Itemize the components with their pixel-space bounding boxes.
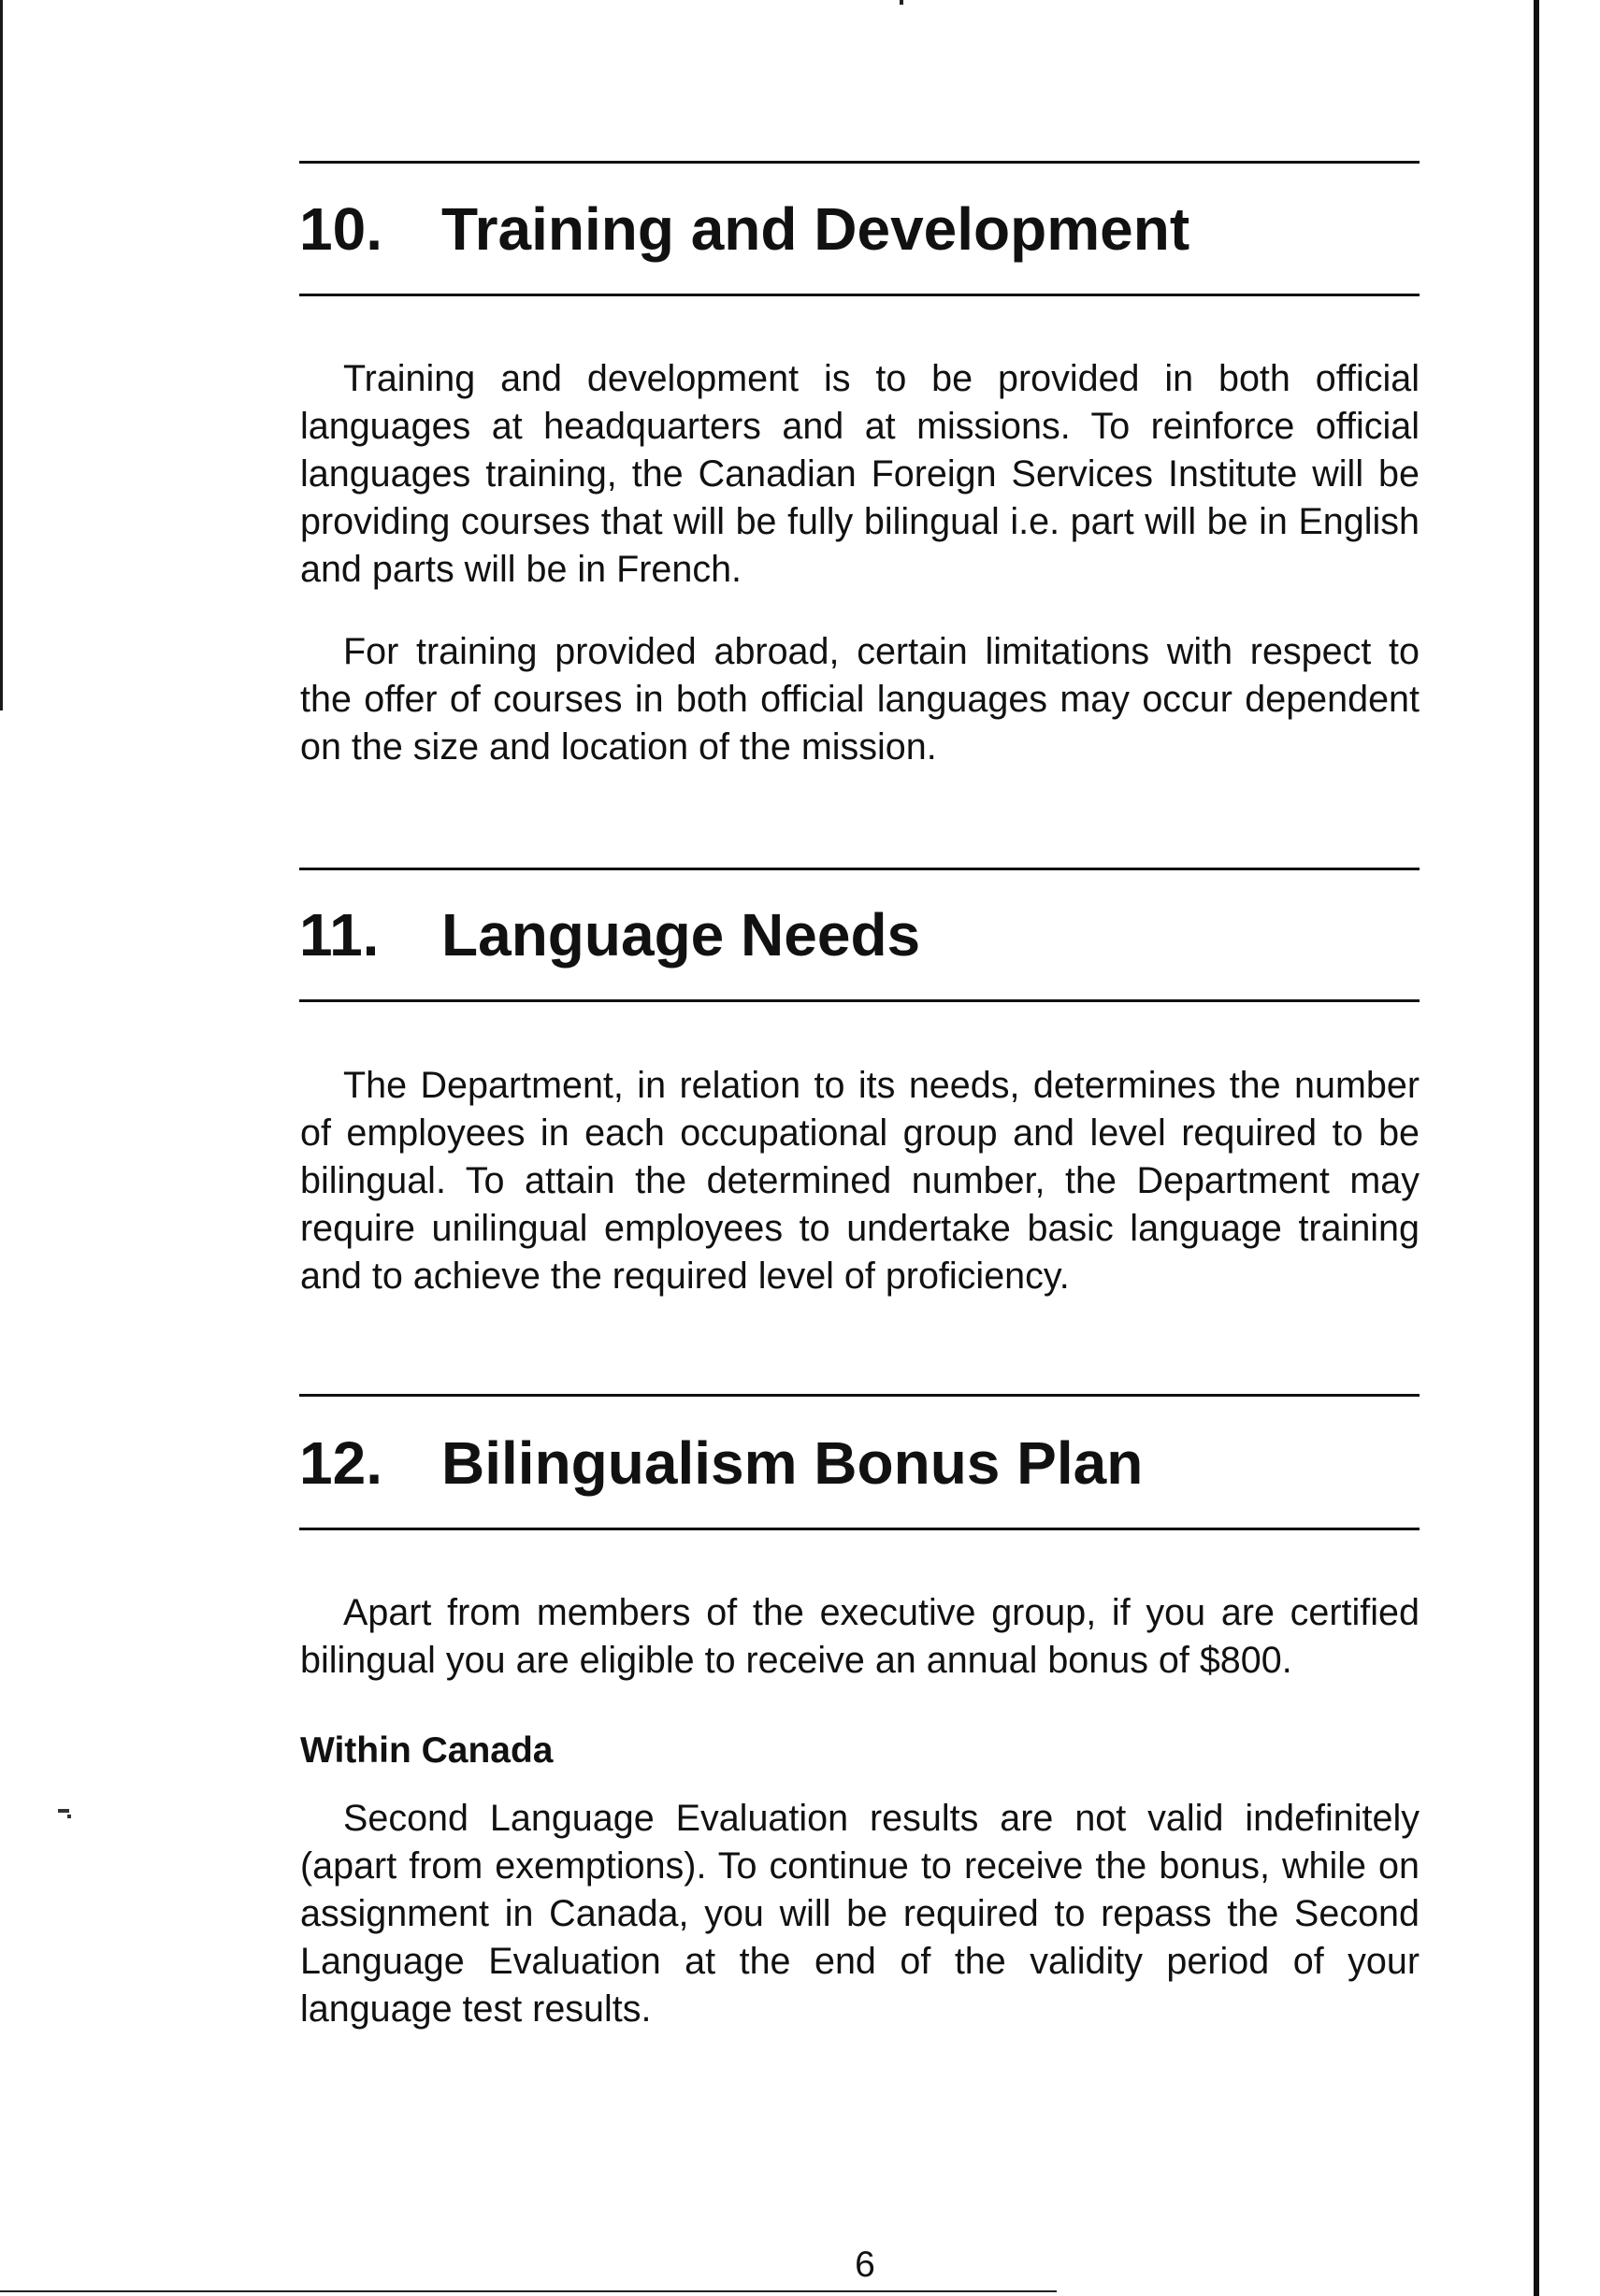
- section-10-bottom-rule: [299, 294, 1420, 296]
- section-12-top-rule: [299, 1394, 1420, 1397]
- scan-speck: [58, 1809, 69, 1813]
- section-11-paragraph-1: The Department, in relation to its needs, determines the number of employees in each occupational group and level required to be bilingual. To attain the determined number, the Department may require unilingual employees to undertake basic language training and to achieve the required level of proficiency.: [300, 1065, 1420, 1297]
- section-10-paragraph-1: Training and development is to be provided in both official languages at headquarters and at missions. To reinforce official languages training, the Canadian Foreign Services Institute will be providing courses that will be fully bilingual i.e. part will be in English and parts will be in French.: [300, 358, 1420, 590]
- section-11-top-rule: [299, 868, 1420, 870]
- scan-edge-right: [1534, 0, 1539, 2296]
- section-11-title: Language Needs: [441, 901, 921, 969]
- scan-speck: [67, 1815, 71, 1818]
- section-10-number: 10.: [299, 195, 382, 263]
- within-canada-paragraph: Second Language Evaluation results are not valid indefinitely (apart from exemptions). To continue to receive the bonus, while on assignment in Canada, you will be required to repass the Second Language Evaluation at the end of the validity period of your language test results.: [300, 1798, 1420, 2030]
- section-11-bottom-rule: [299, 999, 1420, 1002]
- scan-edge-left: [0, 0, 3, 710]
- section-10-paragraph-2: For training provided abroad, certain limitations with respect to the offer of courses in both official languages may occur dependent on the size and location of the mission.: [300, 631, 1420, 768]
- section-11-heading: [299, 901, 920, 969]
- section-12-title: Bilingualism Bonus Plan: [441, 1429, 1144, 1497]
- section-12-bottom-rule: [299, 1528, 1420, 1530]
- section-11-number: 11.: [299, 901, 380, 969]
- section-12-paragraph-1: Apart from members of the executive group, if you are certified bilingual you are eligible to receive an annual bonus of $800.: [300, 1592, 1420, 1681]
- section-12-heading: [299, 1429, 1143, 1497]
- scan-edge-bottom: [0, 2290, 1057, 2292]
- section-10-heading: [299, 195, 1189, 263]
- section-10-top-rule: [299, 161, 1420, 164]
- subsection-heading-within-canada: Within Canada: [300, 1730, 554, 1771]
- page-number: 6: [855, 2245, 875, 2285]
- section-10-title: Training and Development: [441, 195, 1190, 263]
- scan-mark-top: [900, 0, 903, 5]
- section-12-number: 12.: [299, 1429, 382, 1497]
